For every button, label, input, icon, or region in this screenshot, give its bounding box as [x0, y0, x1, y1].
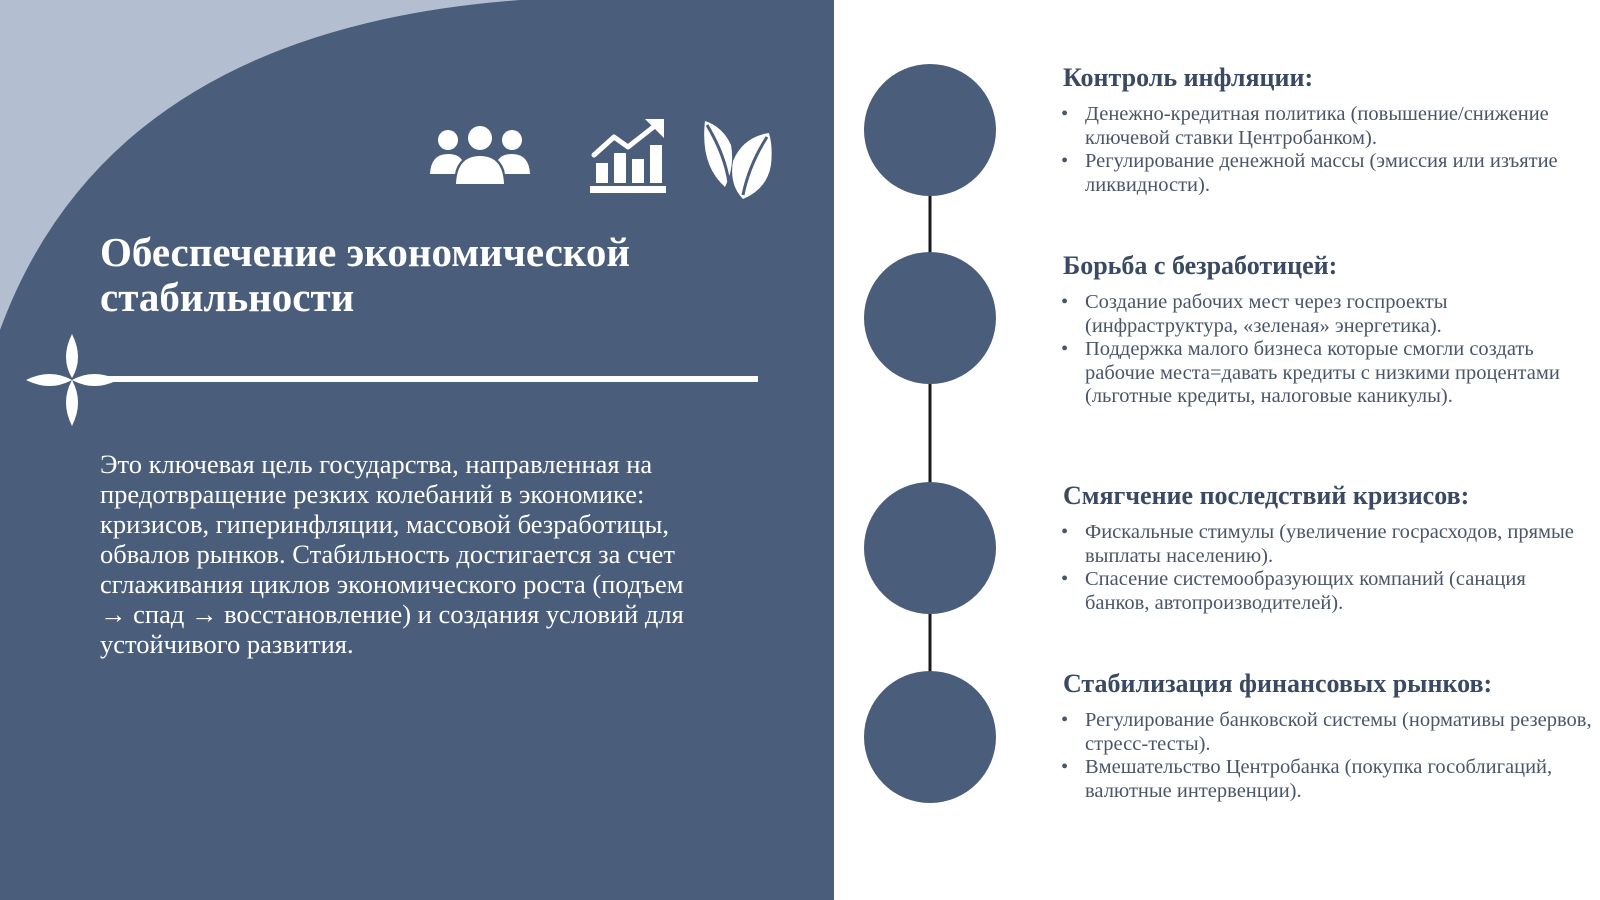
section-title: Стабилизация финансовых рынков: [1063, 669, 1493, 698]
section-crisis-mitigation [1063, 481, 1593, 615]
section-unemployment [1063, 251, 1593, 409]
bullet-item: • Вмешательство Центробанка (покупка гособлигаций, валютные интервенции). [1069, 756, 1593, 803]
bullet-item: • Создание рабочих мест через госпроекты (инфраструктура, «зеленая» энергетика). [1069, 291, 1593, 338]
growth-chart-icon [590, 119, 666, 193]
bullet-item: • Регулирование банковской системы (нормативы резервов, стресс-тесты). [1069, 709, 1593, 756]
bullet-list [1063, 521, 1593, 615]
people-icon [428, 124, 532, 188]
section-title: Контроль инфляции: [1063, 63, 1314, 92]
slide-title: Обеспечение экономической стабильности [100, 229, 630, 320]
divider-line [104, 376, 758, 382]
section-financial-markets [1063, 669, 1593, 803]
timeline-node-4 [864, 671, 996, 803]
bullet-item: • Фискальные стимулы (увеличение госрасходов, прямые выплаты населению). [1069, 521, 1593, 568]
timeline-node-2 [864, 252, 996, 384]
timeline-node-3 [864, 482, 996, 614]
section-inflation-control [1063, 63, 1593, 197]
bullet-item: • Денежно-кредитная политика (повышение/снижение ключевой ставки Центробанком). [1069, 103, 1593, 150]
flower-ornament-icon [26, 334, 118, 426]
section-title: Смягчение последствий кризисов: [1063, 481, 1470, 510]
bullet-item: • Спасение системообразующих компаний (санация банков, автопроизводителей). [1069, 568, 1593, 615]
timeline-node-1 [864, 64, 996, 196]
leaf-icon [699, 117, 773, 201]
bullet-item: • Поддержка малого бизнеса которые смогли создать рабочие места=давать кредиты с низкими процентами (льготные кредиты, налоговые каникулы). [1069, 338, 1593, 409]
bullet-item: • Регулирование денежной массы (эмиссия или изъятие ликвидности). [1069, 150, 1593, 197]
bullet-list [1063, 291, 1593, 409]
bullet-list [1063, 709, 1593, 803]
intro-text: Это ключевая цель государства, направленная на предотвращение резких колебаний в экономике: кризисов, гиперинфляции, массовой безработицы, обвалов рынков. Стабильность достигается за счет сглаживания циклов экономического роста (подъем → спад → восстановление) и создания условий для устойчивого развития. [100, 449, 684, 659]
section-title: Борьба с безработицей: [1063, 251, 1338, 280]
divider-with-ornament [24, 332, 764, 432]
bullet-list [1063, 103, 1593, 197]
